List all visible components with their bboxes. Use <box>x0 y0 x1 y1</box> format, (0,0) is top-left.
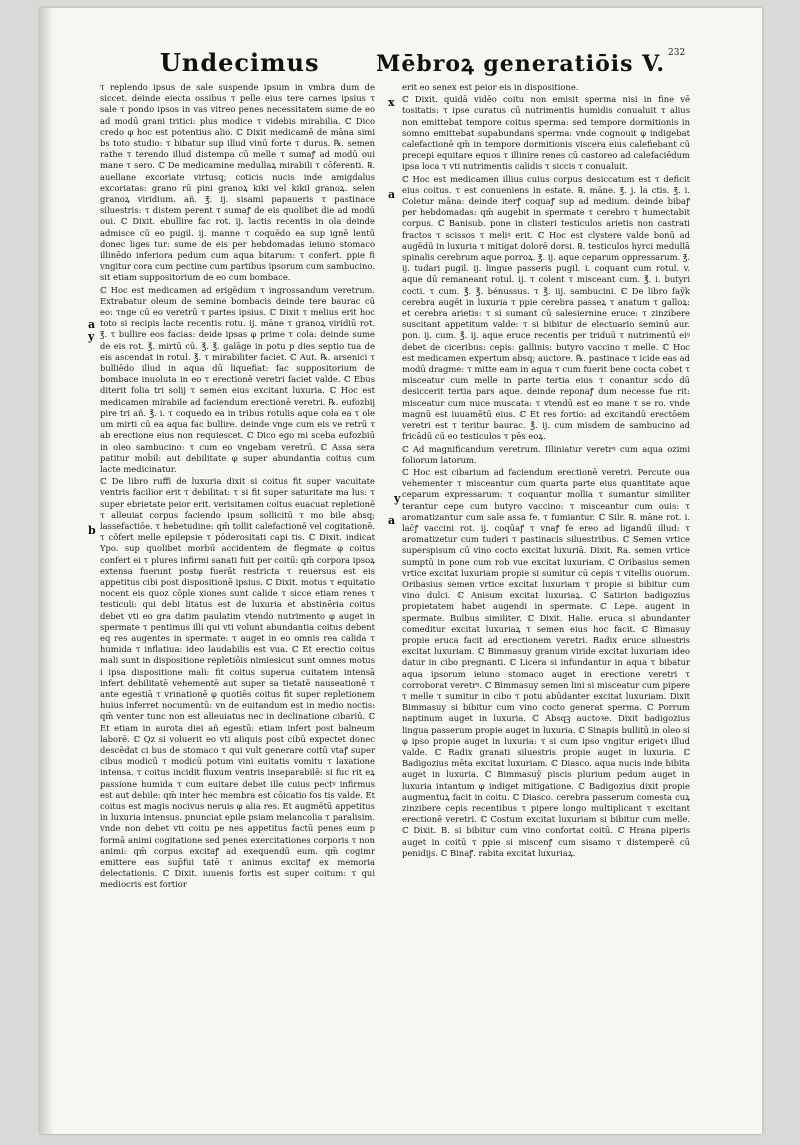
left-text-column <box>100 82 375 972</box>
paragraph: erit eo senex est peior eis in dispositione. <box>402 82 579 92</box>
margin-marker-b: b <box>88 524 96 537</box>
paragraph: ℂ Dixit. quidā vidēo coitu non emisit sperma nisi in fine vē tositatis: τ ipse curatus cū nutrimentis humidis conualuit τ alius non emittebat tempore coitus sperma: sed tempore dormitionis in somno emittebat supabundans sperma: vnde cognouit φ indigebat calefactionē qm̄ in tempore dormitionis viscera eius calefiebant cū precepi equitare equos τ illinire renes cū castoreo ad calefaciēdum ipsa loca τ vti nutrimentis calidis τ siccis τ conualuit. <box>402 94 690 172</box>
running-head-left: Undecimus <box>160 48 320 77</box>
running-head-right: Mēbroꝝ generatiōis V. <box>376 51 666 77</box>
right-text-column <box>402 82 690 1082</box>
paragraph: τ replendo ipsus de sale suspende ipsum in vmbra dum de siccet. deinde eiecta ossibus τ pelle eius tere carnes ipsius τ sale τ pondo ipsos in vas vitreo penes necessitatem sume de eo ad modū grani tritici: plus modice τ videbis mirabilia. ℂ Dico credo φ hoc est potentius alio. ℂ Dixit medicamē de māna simi bs toto studio: τ bibatur sup illud vinū forte τ durus. ℞. semen rathe τ terendo illud distempa cū melle τ sumaꝭ ad modū oui mane τ sero. ℂ De medicamine medullaꝝ mirabili τ cōferenti. ℞. auellane excoriate virtusq; coticis nucis inde amigdalus excoriatas: grano rū pini granoꝝ kiki vel kikil granoꝝ. selen granoꝝ viridium. añ. ℥. ij. sisami papaueris τ pastinace siluestris: τ distem perent τ sumaꝭ de eis quolibet die ad modū oui. ℂ Dixit. ebullire fac rot. ij. lactis recentis in ola deinde admisce cū eo pugil. ij. manne τ coquēdo ea sup ignē lentū donec liges tur: sume de eis per hebdomadas ieiuno stomaco illinēdo inferiora pedum cum aqua bitarum: τ confert. ppie fi vngitur cora cum pectine cum partibus ipsorum cum sambucino. sit etiam suppositorium de eo cum bombace. <box>100 82 375 283</box>
paragraph: ℂ Ad magnificandum veretrum. Illiniatur veretrꝰ cum aqua ozimi foliorum latorum. <box>402 443 690 465</box>
margin-marker-a: a <box>88 318 96 331</box>
margin-marker-a2: a <box>388 188 396 201</box>
margin-marker-y2: y <box>394 492 401 505</box>
paragraph: ℂ De libro ruffi de luxuria dixit si coitus fit super vacuitate ventris facilior erit τ debilitat: τ si fit super saturitate ma lus: τ super ebrietate peior erit. verisitamen coitus euacuat repletionē τ alleuiat corpus faciendo ipsum sollicitū τ mo bile absq; lassefactiōe. τ hebetudine: qm̄ tollit calefactionē vel cogitationē. τ cōfert melle epilepsie τ pōderositati capi tis. ℂ Dixit. indicat Ypo. sup quolibet morbū accidentem de flegmate φ coitus confert ei τ plures infirmi sanati fuit per coitū: qm̄ corpora ipsoꝝ extensa fuerunt postφ fuerāt restricta τ reuersus est eis appetitus cibi post dispositionē ipsius. ℂ Dixit. motus τ equitatio nocent eis quoz cōple xiones sunt calide τ sicce etiam renes τ testiculi: qui debi litatus est de luxuria et abstinēria coitus debet vti eo gra datim paulatim vtendo nutrimento φ auget in spermate τ pentimus illi qui vti volunt abundantia coitus debent eq res augentes in spermate: τ auget in eo omnis rea calida τ humida τ inflatiua: ideo laudabilis est vua. ℂ Et erectio coitus mali sunt in dispositione repletiōis nimiesicut sunt omnes motus i ipsa dispositione mali: fit coitus superua cuitatem intensā infert debilitatē vehementē aut super sa tietatē nauseationē τ ante egestiā τ vrinationē φ quotiēs coitus fit super repletionem huius inferret nocumentū: vn de euitandum est in medio noctis: qm̄ venter tunc non est alleuiatus nec in declinatione cibariū. ℂ Et etiam in aurota diei añ egestū: etiam infert post balneum laborē. ℂ Qz si voluerit eo vti aliquis post cibū expectet donec descēdat ci bus de stomaco τ qui vult generare coitū vtaꝭ super cibus modicū τ modicū potum vini euitatis vomitu τ laxatione intensa. τ coitus incidit fluxum ventris inseparabilē: si fuc rit eꝝ passione humida τ cum euitare debet ille cuius pectꝰ infirmus est aut debile: qm̄ inter hec membra est cōicatio fos tis valde. Et coitus est magis nocivus neruis φ alia res. Et augmētū appetitus in luxuria intensus. pnunciat epile psiam melancolia τ paralisim. vnde non debet vti coitu pe nes appetitus factū penes eum p formā animi cogitatione sed penes exercitationes corporis τ non animi: qm̄ corpus excitaꝭ ad exequendū eum. qm̄ cogimr emittere eas sup̄fui tatē τ animus excitaꝭ ex memoria delectationis. ℂ Dixit. iuuenis fortis est super coitum: τ qui mediocris est fortior <box>100 476 375 890</box>
margin-marker-x: x <box>388 96 395 109</box>
paragraph: ℂ Hoc est cibarium ad faciendum erectionē veretri. Percute oua vehementer τ misceantur cum quarta parte eius quantitate aque ceparum expressarum: τ coquantur mollia τ sumantur similiter terantur cepe cum butyro vaccino: τ misceantur cum ouis: τ aromatizantur cum sale assa fe. τ fumiantur. ℂ Silr. ℞. māne rot. i. lac̄ꝭ vaccini rot. ij. coqūaꝭ τ vnaꝭ fe ereo ad ligandū illud: τ aromatizetur cum tuderi τ pastinacis siluestribus. ℂ Semen vrtice superspisum cū vino cocto excitat luxuriā. Dixit. Ra. semen vrtice sumptū in pone cum rob vue excitat luxuriam. ℂ Oribasius semen vrtice excitat luxuriam propie si sumitur cū cepis τ vitellis ouorum. Oribasius semen vrtice excitat luxuriam τ propie si bibitur cum vino dulci. ℂ Anisum excitat luxuriaꝝ. ℂ Satirion badigozius propietatem habet augendi in spermate. ℂ Lepe. augent in spermate. Bulbus similiter. ℂ Dixit. Halie. eruca si abundanter comeditur excitat luxuriaꝝ τ semen eius hoc facit. ℂ Bimasuy propie eruca facit ad erectionem veretri. Radix eruce siluestris excitat luxuriam. ℂ Bimmasuy granum viride excitat luxuriam ideo datur in cibo pregnanti. ℂ Licera si infundantur in aqua τ bibatur aqua ipsorum ieiuno stomaco auget in erectione veretri τ corroborat veretrꝰ. ℂ Bimmasuy semen lini si misceatur cum pipere τ melle τ sumitur in cibo τ potu abūdanter excitat luxuriam. Dixit Bimmasuy si bibitur cum vino cocto generat sperma. ℂ Porrum naptinum auget in luxuria. ℂ Absqꝫ auctoꝛe. Dixit badigozius lingua passerum propie auget in luxuria. ℂ Sinapis bullitū in oleo si φ ipso propie auget in luxuria: τ si cum ipso vngitur erigetꝛ illud valde. ℂ Radix granati siluestris propie auget in luxuria. ℂ Badigozius mēta excitat luxuriam. ℂ Diasco. aqua nucis inde bibita auget in luxuria. ℂ Bimmasuȳ piscis plurium pedum auget in luxuria intantum φ indiget mitigatione. ℂ Badigozius dixit propie augmentuꝝ facit in coitu. ℂ Diasco. cerebra passerum comesta cuꝝ zinzibere cepis recentibus τ pipere longo multiplicant τ excitant erectionē veretri. ℂ Costum excitat luxuriam si bibitur cum melle. ℂ Dixit. B. si bibitur cum vino confortat coitū. ℂ Hrana piperis auget in coitū τ ppie si miscenꝭ cum sisamo τ distemperē cū penidijs. ℂ Binaꝭ. rabita excitat luxuriaꝝ. <box>402 466 690 858</box>
book-page <box>40 8 762 1134</box>
paragraph: ℂ Hoc est medicamen ad erigēdum τ ingrossandum veretrum. Extrabatur oleum de semine bombacis deinde tere baurac cū eo: τnge cū eo veretrū τ partes ipsius. ℂ Dixit τ melius erit hoc toto si recipis lacte recentis rotu. ij. māne τ granoꝝ viridiū rot. ℥. τ bullire eos facias: deide ipsas φ prime τ cola: deinde sume de eis rot. ℥. mirtū cū. ℥. ℥. galāge in potu p dies septio tua de eis ascendat in rotul. ℥. τ mirabiliter faciet. ℂ Aut. ℞. arsenici τ bulliēdo illud in aqua dū liquefiat: fac suppositorium de bombace inuoluta in eo τ erectionē veretri faciet valde. ℂ Ebus diterit folia tri solij τ semen eius excitant luxuria. ℂ Hoc est medicamen mirabile ad faciendum erectionē veretri. ℞. eufozbij pire tri añ. ℥. i. τ coquedo ea in tribus rotulis aque cola ea τ ole um mirti cū ea aqua fac bullire. deinde vnge cum eis ve retrū τ ab erectione eius non requiescet. ℂ Dico ego mi sceba eufozbiū in oleo sambucino: τ cum eo vngebam veretrū. ℂ Assa sera patitur moḃil: aut debilitate φ super abundantia coitus cum lacte medicinatur. <box>100 284 375 474</box>
paragraph: ℂ Hoc est medicamen illius cuius corpus desiccatum est τ deficit eius coitus. τ est conueniens in estate. ℞. māne. ℥. j. la ctis. ℥. i. Coletur māna: deinde iterꝭ coquaꝭ sup ad medium. deinde bibaꝭ per hebdomadas: qm̄ augebit in spermate τ cerebro τ humectabit corpus. ℂ Banisub. pone in clisteri testiculos arietis non castrati fractos τ scissos τ meliꝰ erit. ℂ Hoc est clystere valde bonū ad augēdū in luxuria τ mitigat dolorē dorsi. ℞. testiculos hyrci medullā spinalis cerebrum aque porroꝝ. ℥. ij. aque ceparum oppressarum. ℥. ij. tudari pugil. ij. lingue passeris pugil. i. coquant cum rotul. v. aque dū remaneant rotul. ij. τ colent τ misceant cum. ℥. i. butyri cocti. τ cum. ℥. ℥. bénussus. τ ℥. iij. sambucini. ℂ De libro faȳk cerebra augēt in luxuria τ ppie cerebra passeꝝ τ anatum τ galloꝝ: et cerebra arietis: τ si sumant cū salesiernine eruce: τ zinzibere suscitant appetitum valde: τ si bibitur de electuario seminū aur. pon. ij. cum. ℥. ij. aque eruce recentis per triduū τ nutrimentū eiꝰ debet de ciceribus: cepis: gallinis: butyro vaccino τ melle. ℂ Hoc est medicamen expertum absq; auctore. ℞. pastinace τ icide eas ad modū dragme: τ mitte eam in aqua τ cum fuerit bene cocta cobet τ misceatur cum melle in parte tertia eius τ conantur scd̄o dū desiccerit tertia pars aque. deinde reponaꝭ dum necesse fue rit: misceatur cum nuce muscata: τ vtendū est eo mane τ se ro. vnde magnū est iuuamētū eius. ℂ Et res fortio: ad excitandū erectōem veretri est τ teritur baurac. ℥. ij. cum misdem de sambucino ad fricādū cū eo testiculos τ pēs eoꝝ. <box>402 173 690 442</box>
margin-marker-y: y <box>88 330 95 343</box>
folio-number: 232 <box>668 48 686 58</box>
margin-marker-a3: a <box>388 514 396 527</box>
